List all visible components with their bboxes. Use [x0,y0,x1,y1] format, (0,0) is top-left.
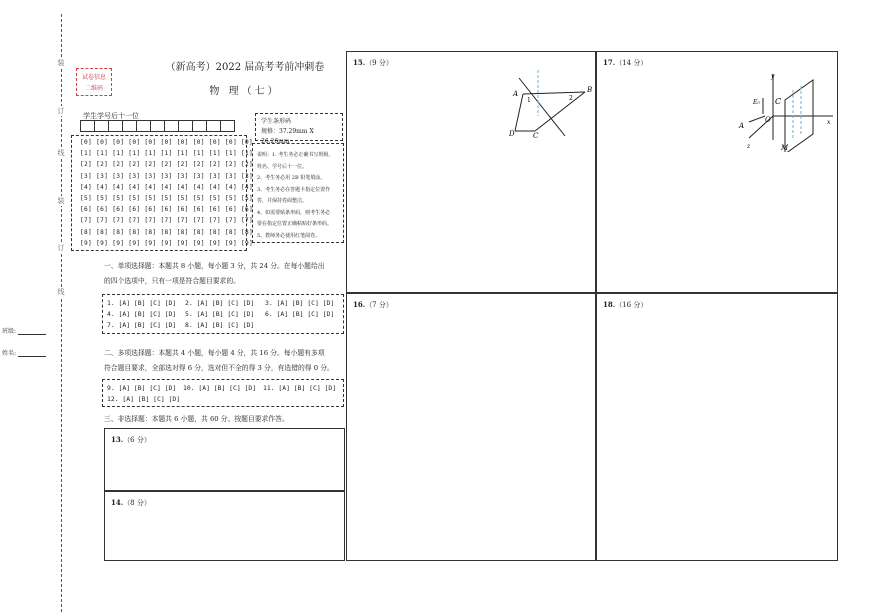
q13-label: 13.（6 分） [111,435,151,444]
bubble-row[interactable]: [2] [2] [2] [2] [2] [2] [2] [2] [2] [2] [2] [80,161,254,169]
prism-edge-ab [523,92,585,94]
question-options[interactable]: 9. [A] [B] [C] [D] [107,384,177,392]
label-o: O [765,116,771,124]
answer-box-q14[interactable] [104,491,345,561]
instruction-line: 3、考生务必在答题卡指定位置作 [257,186,331,193]
option-row [107,383,339,394]
question-options[interactable]: 4. [A] [B] [C] [D] [107,310,177,318]
instruction-line: 要在指定位置正确粘贴好条形码。 [257,221,333,227]
seal-char: 装 [57,197,65,205]
bubble-row[interactable]: [8] [8] [8] [8] [8] [8] [8] [8] [8] [8] [8] [80,228,254,236]
answer-box-q18[interactable] [596,293,838,561]
bubble-row[interactable]: [7] [7] [7] [7] [7] [7] [7] [7] [7] [7] [7] [80,217,254,225]
seal-char: 线 [57,288,65,296]
class-label: 班级: [2,328,17,335]
section3-heading: 三、非选择题：本题共 6 小题，共 60 分。按题目要求作答。 [104,415,289,423]
label-a: A [739,122,745,130]
section1-heading [104,259,344,289]
bubble-row[interactable]: [6] [6] [6] [6] [6] [6] [6] [6] [6] [6] [6] [80,206,254,214]
question-options[interactable]: 1. [A] [B] [C] [D] [107,299,177,307]
q17-label: 17.（14 分） [603,58,648,67]
angle-2: 2 [569,95,573,102]
student-id-bubble-grid[interactable] [71,135,254,251]
instruction-line: 2、考生务必用 2B 铅笔填涂。 [257,175,326,181]
light-ray [519,78,565,136]
section1-heading-line: 的四个选项中，只有一项是符合题目要求的。 [104,277,240,285]
bubble-row[interactable]: [1] [1] [1] [1] [1] [1] [1] [1] [1] [1] [1] [80,150,254,158]
option-row [107,394,339,405]
instruction-line: 4、如需要贴条形码，则考生务必 [257,209,331,216]
class-field[interactable] [2,326,46,335]
angle-1: 1 [527,97,531,104]
question-options[interactable]: 7. [A] [B] [C] [D] [107,321,177,329]
label-d: D [509,130,515,138]
seal-char: 线 [57,149,65,157]
label-c: C [775,97,782,106]
page-subtitle: 物 理（七） [209,86,281,97]
q17-diagram [735,70,835,152]
bubble-row[interactable]: [0] [0] [0] [0] [0] [0] [0] [0] [0] [0] [0] [80,139,254,146]
label-b: B [587,86,593,94]
q16-label: 16.（7 分） [353,300,393,309]
seal-char: 订 [57,107,65,115]
q18-label: 18.（16 分） [603,300,648,309]
label-e0: E₀ [753,99,760,106]
question-options[interactable]: 11. [A] [B] [C] [D] [263,384,337,392]
section2-heading [104,346,344,376]
instruction-line: 答，并保持卷面整洁。 [257,198,308,204]
section2-heading-line: 符合题目要求，全部选对得 6 分，选对但不全的得 3 分，有选错的得 0 分。 [104,364,334,372]
q14-label: 14.（8 分） [111,498,151,507]
question-options[interactable]: 10. [A] [B] [C] [D] [183,384,257,392]
qr-line2: 二维码 [84,85,103,92]
label-a: A [513,90,519,98]
qr-code-placeholder [76,68,112,96]
option-row [107,320,339,331]
option-row [107,298,339,309]
prism-edge-ad [515,94,523,131]
name-field[interactable] [2,348,46,357]
prism-edge-bc [535,92,585,131]
question-options[interactable]: 6. [A] [B] [C] [D] [265,310,335,318]
student-id-input-boxes[interactable] [80,120,234,132]
instructions-box [252,143,344,243]
instruction-line: 姓名、学号后十一位。 [257,163,308,170]
q15-label: 15.（9 分） [353,58,393,67]
bubble-row[interactable]: [5] [5] [5] [5] [5] [5] [5] [5] [5] [5] [5] [80,194,254,202]
barcode-title: 学生条形码 [261,118,292,125]
answer-box-q16[interactable] [346,293,596,561]
section1-answer-box[interactable] [102,294,344,334]
student-id-label: 学生学号后十一位 [83,112,139,120]
label-c: C [533,132,539,140]
qr-line1: 试卷信息 [81,74,106,81]
binding-dashed-line [61,14,62,612]
question-options[interactable]: 12. [A] [B] [C] [D] [107,395,181,403]
barcode-area [255,113,343,145]
question-options[interactable]: 2. [A] [B] [C] [D] [185,299,255,307]
section2-heading-line: 二、多项选择题：本题共 4 小题，每小题 4 分，共 16 分。每小题有多项 [104,349,325,357]
velocity-arrow [749,116,765,122]
instruction-line: 说明：1. 考生务必正确书写班级、 [257,152,334,158]
name-label: 姓名: [2,350,17,357]
barcode-spec: 规格：37.29mm X 26.26mm [261,128,314,145]
label-m: M [781,144,789,152]
section2-answer-box[interactable] [102,379,344,407]
instruction-line: 5、教师务必使用红笔阅卷。 [257,232,321,239]
bubble-row[interactable]: [9] [9] [9] [9] [9] [9] [9] [9] [9] [9] [9] [80,239,254,247]
seal-char: 装 [57,59,65,67]
question-options[interactable]: 8. [A] [B] [C] [D] [185,321,255,329]
question-options[interactable]: 3. [A] [B] [C] [D] [265,299,335,307]
section1-heading-line: 一、单项选择题：本题共 8 小题，每小题 3 分，共 24 分。在每小题给出 [104,262,325,270]
q15-diagram [505,68,600,140]
bubble-row[interactable]: [3] [3] [3] [3] [3] [3] [3] [3] [3] [3] [3] [80,172,254,180]
seal-char: 订 [57,244,65,252]
label-x: x [827,119,831,126]
question-options[interactable]: 5. [A] [B] [C] [D] [185,310,255,318]
option-row [107,309,339,320]
label-y: y [771,73,775,80]
label-z: z [747,143,751,150]
answer-box-q13[interactable] [104,428,345,491]
bubble-row[interactable]: [4] [4] [4] [4] [4] [4] [4] [4] [4] [4] [4] [80,183,254,191]
page-title: （新高考）2022 届高考考前冲刺卷 [165,62,325,73]
